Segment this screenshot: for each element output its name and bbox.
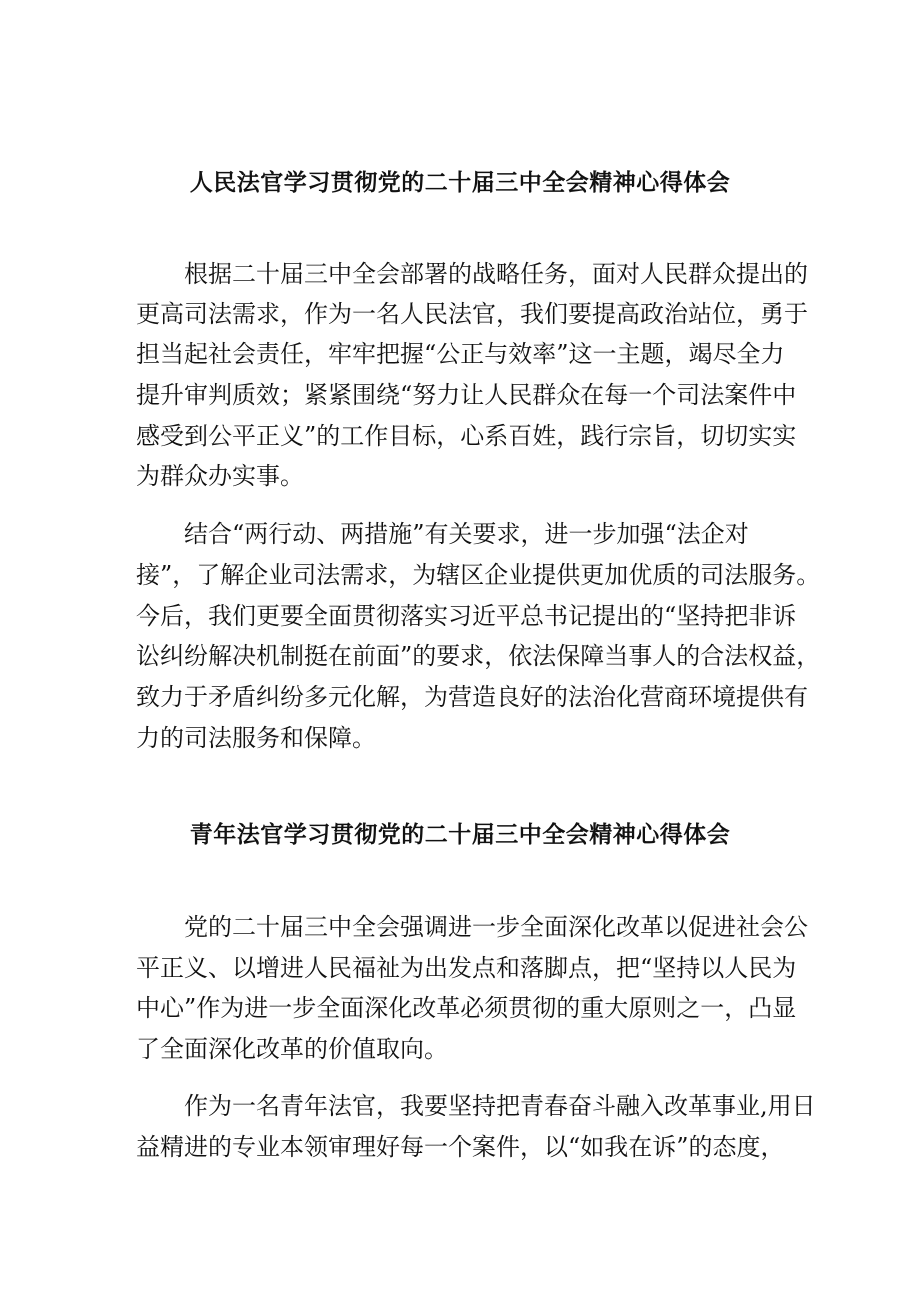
section-1-paragraph-1-line: 担当起社会责任，牢牢把握“公正与效率”这一主题，竭尽全力: [136, 340, 785, 368]
section-1-paragraph-1-line: 为群众办实事。: [136, 462, 304, 490]
section-2-paragraph-1-line: 平正义、以增进人民福祉为出发点和落脚点，把“坚持以人民为: [136, 954, 797, 982]
section-1-paragraph-1-line: 更高司法需求，作为一名人民法官，我们要提高政治站位，勇于: [136, 300, 808, 328]
section-1-paragraph-2-line: 结合“两行动、两措施”有关要求，进一步加强“法企对: [184, 520, 749, 548]
section-2-paragraph-2-line: 益精进的专业本领审理好每一个案件，以“如我在诉”的态度，: [136, 1133, 785, 1161]
section-2-paragraph-1-line: 党的二十届三中全会强调进一步全面深化改革以促进社会公: [184, 913, 808, 941]
section-1-paragraph-2-line: 接”，了解企业司法需求，为辖区企业提供更加优质的司法服务。: [136, 561, 821, 589]
section-2-paragraph-2-line: 作为一名青年法官，我要坚持把青春奋斗融入改革事业,用日: [184, 1092, 816, 1120]
section-1-paragraph-1-line: 感受到公平正义”的工作目标，心系百姓，践行宗旨，切切实实: [136, 422, 797, 450]
section-2-title: 青年法官学习贯彻党的二十届三中全会精神心得体会: [189, 822, 731, 848]
section-1-paragraph-2-line: 致力于矛盾纠纷多元化解，为营造良好的法治化营商环境提供有: [136, 683, 808, 711]
section-2-paragraph-1-line: 了全面深化改革的价值取向。: [136, 1035, 448, 1063]
section-1-paragraph-1-line: 根据二十届三中全会部署的战略任务，面对人民群众提出的: [184, 260, 808, 288]
section-1-title: 人民法官学习贯彻党的二十届三中全会精神心得体会: [189, 170, 731, 196]
section-1-paragraph-1-line: 提升审判质效；紧紧围绕“努力让人民群众在每一个司法案件中: [136, 381, 797, 409]
section-2-paragraph-1-line: 中心”作为进一步全面深化改革必须贯彻的重大原则之一，凸显: [136, 994, 797, 1022]
section-1-paragraph-2-line: 力的司法服务和保障。: [136, 724, 376, 752]
section-1-paragraph-2-line: 讼纠纷解决机制挺在前面”的要求，依法保障当事人的合法权益，: [136, 642, 821, 670]
section-1-paragraph-2-line: 今后，我们更要全面贯彻落实习近平总书记提出的“坚持把非诉: [136, 602, 797, 630]
